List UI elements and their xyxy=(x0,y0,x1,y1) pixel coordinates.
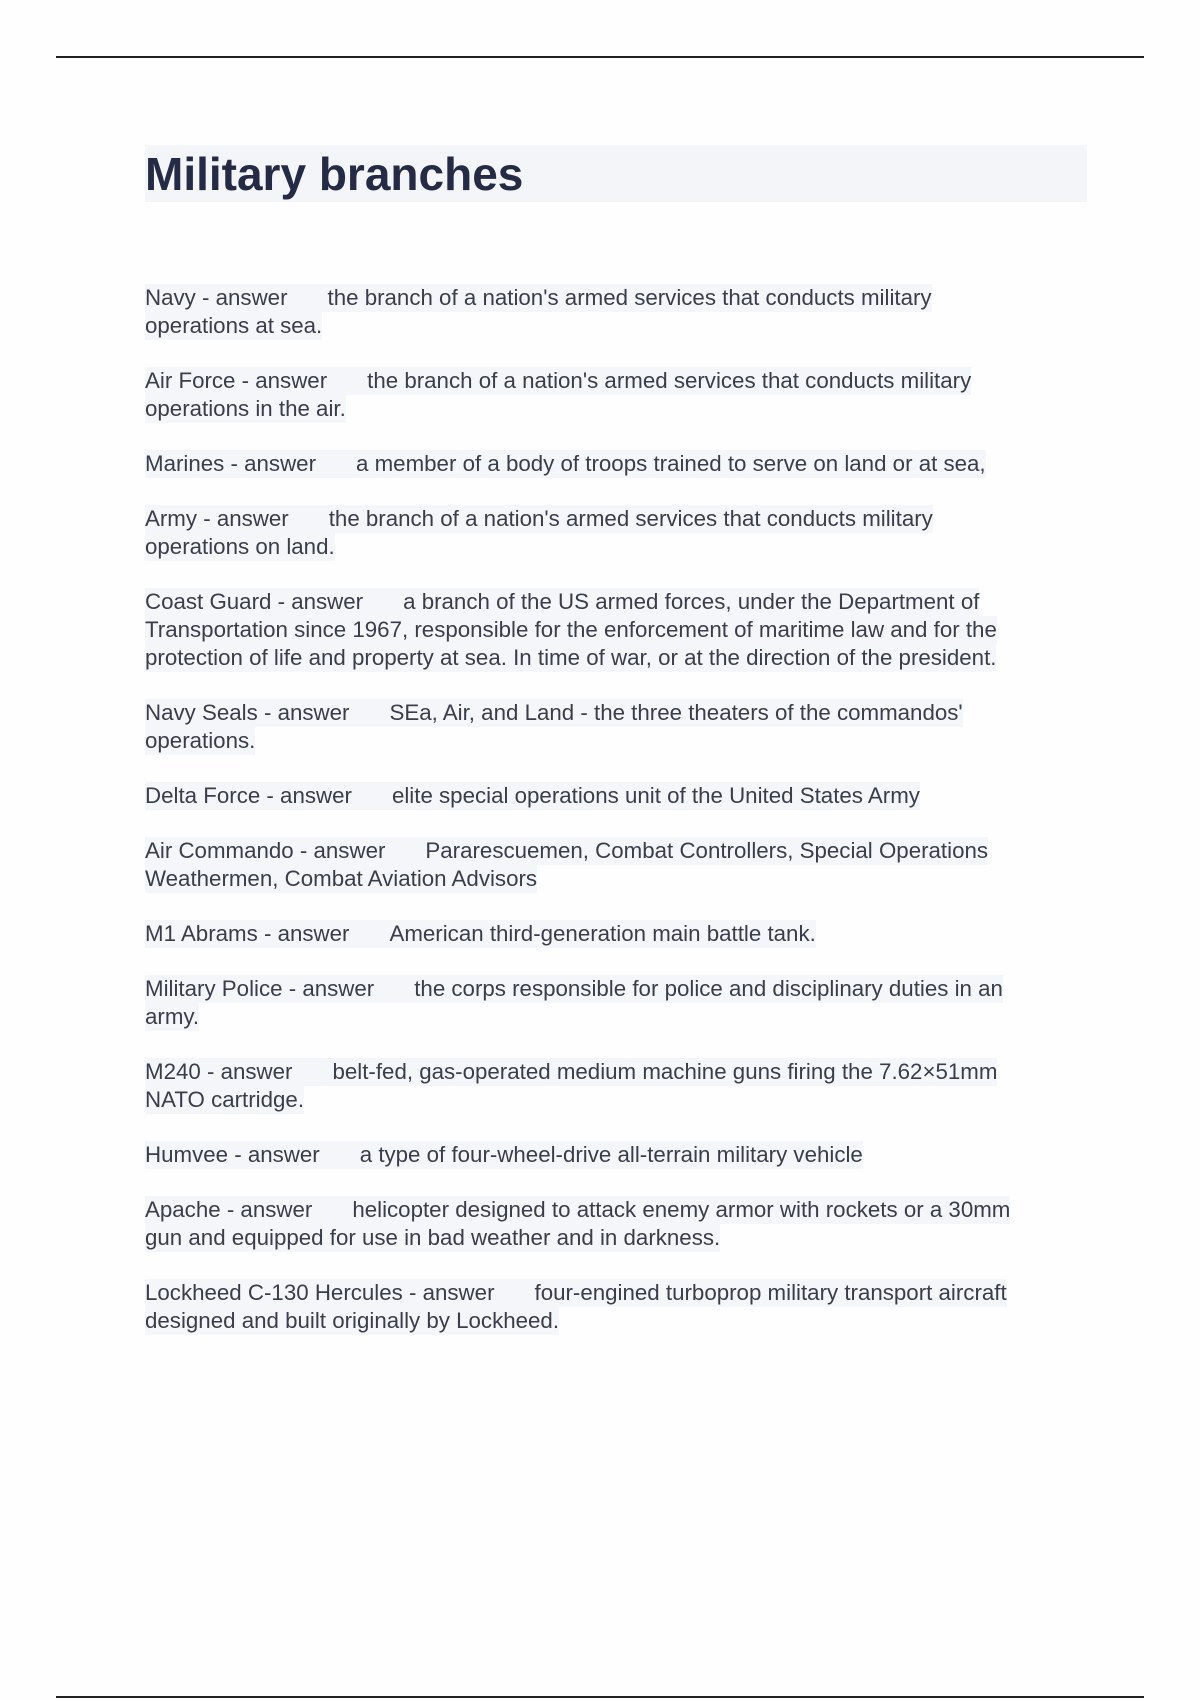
flashcard-definition: a branch of the US armed forces, under the Department of xyxy=(403,589,980,614)
flashcard-item xyxy=(145,505,1090,561)
flashcard-term: Marines - answer xyxy=(145,451,316,476)
flashcard-definition-continued: designed and built originally by Lockheed. xyxy=(145,1308,560,1333)
flashcard-definition-continued: army. xyxy=(145,1004,200,1029)
flashcard-term: Air Force - answer xyxy=(145,368,328,393)
flashcard-term: M240 - answer xyxy=(145,1059,293,1084)
flashcard-definition: the branch of a nation's armed services that conducts military xyxy=(328,506,933,531)
flashcard-item xyxy=(145,1279,1090,1335)
flashcard-line xyxy=(145,1058,997,1086)
flashcard-definition-continued: operations on land. xyxy=(145,534,335,559)
flashcard-item xyxy=(145,837,1090,893)
flashcard-line xyxy=(145,782,920,810)
flashcard-term: Military Police - answer xyxy=(145,976,375,1001)
flashcard-definition: a type of four-wheel-drive all-terrain military vehicle xyxy=(359,1142,863,1167)
top-divider xyxy=(56,56,1144,58)
flashcard-term: Lockheed C-130 Hercules - answer xyxy=(145,1280,495,1305)
flashcard-line xyxy=(145,920,816,948)
flashcard-term: Apache - answer xyxy=(145,1197,313,1222)
flashcard-definition-continued: Transportation since 1967, responsible for the enforcement of maritime law and for the xyxy=(145,617,997,642)
flashcard-line xyxy=(145,1196,1010,1224)
flashcard-term: Coast Guard - answer xyxy=(145,589,364,614)
flashcard-line xyxy=(145,588,979,616)
flashcard-item xyxy=(145,1141,1090,1169)
flashcard-term: Humvee - answer xyxy=(145,1142,320,1167)
bottom-divider xyxy=(56,1696,1144,1698)
flashcard-definition-continued: NATO cartridge. xyxy=(145,1087,305,1112)
flashcard-line xyxy=(145,367,971,395)
flashcard-term: Navy Seals - answer xyxy=(145,700,350,725)
flashcard-definition: elite special operations unit of the United States Army xyxy=(391,783,920,808)
flashcard-item xyxy=(145,920,1090,948)
flashcard-term: Delta Force - answer xyxy=(145,783,352,808)
flashcard-definition: the branch of a nation's armed services that conducts military xyxy=(367,368,972,393)
flashcard-definition: four-engined turboprop military transport aircraft xyxy=(534,1280,1007,1305)
flashcard-definition-continued: operations at sea. xyxy=(145,313,323,338)
flashcard-definition: SEa, Air, and Land - the three theaters of the commandos' xyxy=(389,700,963,725)
flashcard-line xyxy=(145,1279,1007,1307)
flashcard-line xyxy=(145,450,986,478)
flashcard-term: M1 Abrams - answer xyxy=(145,921,350,946)
flashcard-term: Army - answer xyxy=(145,506,289,531)
flashcard-definition: American third-generation main battle tank. xyxy=(389,921,816,946)
flashcard-definition-continued: operations in the air. xyxy=(145,396,346,421)
flashcard-item xyxy=(145,975,1090,1031)
flashcard-definition-continued: operations. xyxy=(145,728,256,753)
page-title: Military branches xyxy=(145,148,524,200)
flashcard-line xyxy=(145,505,933,533)
flashcard-line xyxy=(145,1141,863,1169)
flashcard-definition: the corps responsible for police and disciplinary duties in an xyxy=(414,976,1003,1001)
flashcard-item xyxy=(145,367,1090,423)
flashcard-definition: a member of a body of troops trained to serve on land or at sea, xyxy=(356,451,986,476)
flashcard-list xyxy=(145,284,1090,1362)
flashcard-item xyxy=(145,284,1090,340)
flashcard-item xyxy=(145,588,1090,672)
flashcard-item xyxy=(145,1058,1090,1114)
flashcard-item xyxy=(145,782,1090,810)
flashcard-line xyxy=(145,837,988,865)
flashcard-term: Air Commando - answer xyxy=(145,838,386,863)
flashcard-definition: belt-fed, gas-operated medium machine guns firing the 7.62×51mm xyxy=(332,1059,998,1084)
flashcard-line xyxy=(145,284,932,312)
flashcard-term: Navy - answer xyxy=(145,285,288,310)
flashcard-item xyxy=(145,699,1090,755)
flashcard-line xyxy=(145,975,1003,1003)
flashcard-definition: Pararescuemen, Combat Controllers, Special Operations xyxy=(425,838,989,863)
flashcard-line xyxy=(145,699,963,727)
title-block xyxy=(145,145,1087,202)
flashcard-definition-continued: Weathermen, Combat Aviation Advisors xyxy=(145,866,538,891)
flashcard-definition-continued: gun and equipped for use in bad weather and in darkness. xyxy=(145,1225,721,1250)
flashcard-definition-continued: protection of life and property at sea. In time of war, or at the direction of the president. xyxy=(145,645,997,670)
flashcard-definition: helicopter designed to attack enemy armor with rockets or a 30mm xyxy=(352,1197,1011,1222)
flashcard-item xyxy=(145,450,1090,478)
flashcard-definition: the branch of a nation's armed services that conducts military xyxy=(327,285,932,310)
flashcard-item xyxy=(145,1196,1090,1252)
